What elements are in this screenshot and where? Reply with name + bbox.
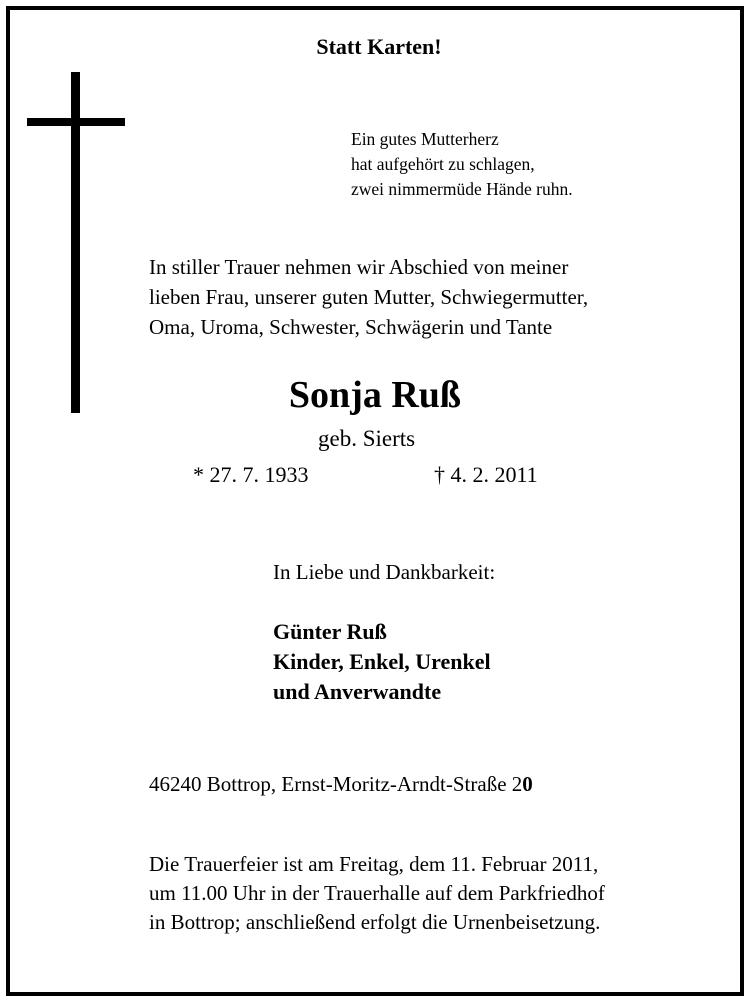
intro-line: In stiller Trauer nehmen wir Abschied von meiner [149, 255, 569, 279]
death-date: † 4. 2. 2011 [434, 462, 538, 487]
ceremony-line: Die Trauerfeier ist am Freitag, dem 11. Februar 2011, [149, 852, 599, 876]
address-text: 46240 Bottrop, Ernst-Moritz-Arndt-Straße 2 [149, 772, 523, 796]
birth-date: * 27. 7. 1933 [193, 462, 309, 487]
intro-line: Oma, Uroma, Schwester, Schwägerin und Tante [149, 315, 553, 339]
family-signatures [273, 617, 491, 707]
verse-line: hat aufgehört zu schlagen, [351, 154, 535, 174]
cross-horizontal-bar [27, 118, 125, 126]
family-line: Kinder, Enkel, Urenkel [273, 649, 491, 674]
birth-name: geb. Sierts [318, 426, 416, 451]
intro-text [149, 252, 588, 342]
verse [351, 127, 573, 202]
family-line: Günter Ruß [273, 619, 387, 644]
verse-line: zwei nimmermüde Hände ruhn. [351, 179, 573, 199]
family-line: und Anverwandte [273, 679, 442, 704]
ceremony-info [149, 850, 605, 937]
ceremony-line: um 11.00 Uhr in der Trauerhalle auf dem Parkfriedhof [149, 881, 605, 905]
ceremony-line: in Bottrop; anschließend erfolgt die Urnenbeisetzung. [149, 910, 601, 934]
deceased-name-text: Sonja Ruß [288, 374, 462, 416]
love-line: In Liebe und Dankbarkeit: [273, 560, 496, 584]
address-last-digit: 0 [522, 772, 533, 796]
intro-line: lieben Frau, unserer guten Mutter, Schwiegermutter, [149, 285, 589, 309]
deceased-name [0, 373, 750, 417]
address [149, 772, 533, 797]
header-title: Statt Karten! [316, 34, 442, 59]
verse-line: Ein gutes Mutterherz [351, 129, 499, 149]
